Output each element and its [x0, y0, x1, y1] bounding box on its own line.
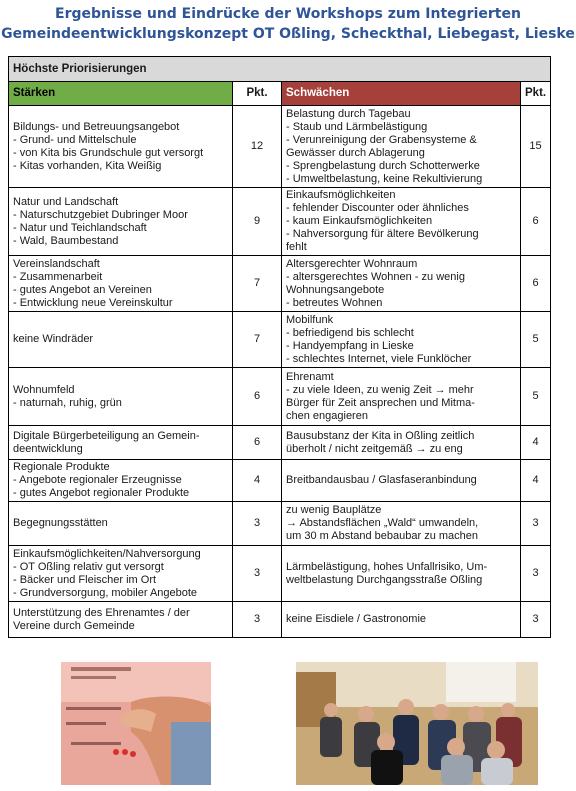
- strength-line: - Entwicklung neue Vereinskultur: [13, 296, 173, 309]
- weakness-line: - Handyempfang in Lieske: [286, 339, 414, 352]
- weakness-line: - betreutes Wohnen: [286, 296, 383, 309]
- header-points-2: Pkt.: [521, 82, 551, 106]
- weakness-line: Gewässer durch Ablagerung: [286, 146, 425, 159]
- table-row: [9, 426, 551, 460]
- strength-cell: [9, 426, 233, 460]
- weakness-line: - Nahversorgung für ältere Bevölkerung: [286, 228, 479, 240]
- strength-line: Wohnumfeld: [13, 383, 75, 396]
- weakness-line: - Staub und Lärmbelästigung: [286, 120, 428, 133]
- strength-cell: [9, 188, 233, 256]
- weakness-points: 5: [521, 312, 551, 368]
- strength-points: 12: [233, 106, 282, 188]
- strength-cell: [9, 602, 233, 638]
- weakness-line: fehlt: [286, 241, 307, 253]
- strength-line: - naturnah, ruhig, grün: [13, 396, 122, 409]
- strength-cell: [9, 460, 233, 502]
- weakness-cell: [282, 602, 521, 638]
- weakness-line: überholt / nicht zeitgemäß → zu eng: [286, 442, 463, 455]
- strength-points: 3: [233, 546, 282, 602]
- strength-points: 4: [233, 460, 282, 502]
- weakness-line: Mobilfunk: [286, 313, 334, 326]
- workshop-pinboard-photo: [61, 662, 211, 785]
- strength-line: - Angebote regionaler Erzeugnisse: [13, 474, 182, 486]
- strength-line: - Grundversorgung, mobiler Angebote: [13, 586, 198, 599]
- weakness-cell: [282, 502, 521, 546]
- strength-line: - Zusammenarbeit: [13, 270, 103, 283]
- weakness-line: - kaum Einkaufsmöglichkeiten: [286, 215, 433, 227]
- strength-cell: [9, 546, 233, 602]
- table-row: [9, 368, 551, 426]
- weakness-line: - Sprengbelastung durch Schotterwerke: [286, 159, 480, 172]
- weakness-points: 6: [521, 256, 551, 312]
- strength-line: Einkaufsmöglichkeiten/Nahversorgung: [13, 547, 201, 560]
- weakness-line: - Verunreinigung der Grabensysteme &: [286, 133, 477, 146]
- weakness-line: Einkaufsmöglichkeiten: [286, 189, 396, 201]
- strength-cell: [9, 256, 233, 312]
- weakness-points: 3: [521, 546, 551, 602]
- strength-line: Begegnungsstätten: [13, 517, 108, 529]
- table-row: [9, 312, 551, 368]
- weakness-points: 4: [521, 460, 551, 502]
- strength-line: - von Kita bis Grundschule gut versorgt: [13, 146, 204, 159]
- strength-line: Natur und Landschaft: [13, 195, 119, 208]
- strength-line: - Naturschutzgebiet Dubringer Moor: [13, 208, 188, 221]
- weakness-line: Altersgerechter Wohnraum: [286, 257, 418, 270]
- weakness-line: Wohnungsangebote: [286, 283, 385, 296]
- table-row: [9, 602, 551, 638]
- weakness-cell: [282, 188, 521, 256]
- header-points: Pkt.: [233, 82, 282, 106]
- weakness-line: weltbelastung Durchgangsstraße Oßling: [286, 573, 483, 586]
- strength-line: deentwicklung: [13, 442, 83, 455]
- strength-line: Bildungs- und Betreuungsangebot: [13, 120, 180, 133]
- weakness-line: - befriedigend bis schlecht: [286, 326, 414, 339]
- weakness-cell: [282, 546, 521, 602]
- strength-line: keine Windräder: [13, 333, 94, 345]
- weakness-points: 6: [521, 188, 551, 256]
- header-strengths: Stärken: [9, 82, 233, 106]
- weakness-line: - altersgerechtes Wohnen - zu wenig: [286, 270, 465, 283]
- title-line-1: Ergebnisse und Eindrücke der Workshops zum Integrierten: [55, 6, 521, 22]
- section-title: Höchste Priorisierungen: [9, 57, 551, 82]
- header-weaknesses: Schwächen: [282, 82, 521, 106]
- strength-points: 6: [233, 426, 282, 460]
- section-header-row: [9, 57, 551, 82]
- strength-line: - Kitas vorhanden, Kita Weißig: [13, 159, 162, 172]
- strength-line: Unterstützung des Ehrenamtes / der: [13, 606, 190, 619]
- weakness-line: Lärmbelästigung, hohes Unfallrisiko, Um-: [286, 560, 488, 573]
- title-line-2: Gemeindeentwicklungskonzept OT Oßling, Scheckthal, Liebegast, Lieske: [1, 26, 575, 42]
- strength-line: - Grund- und Mittelschule: [13, 133, 137, 146]
- table-row: [9, 460, 551, 502]
- weakness-line: zu wenig Bauplätze: [286, 504, 382, 516]
- weakness-line: - schlechtes Internet, viele Funklöcher: [286, 352, 472, 365]
- strength-points: 7: [233, 256, 282, 312]
- weakness-cell: [282, 256, 521, 312]
- strength-points: 3: [233, 502, 282, 546]
- strength-line: - Bäcker und Fleischer im Ort: [13, 573, 157, 586]
- weakness-line: Bausubstanz der Kita in Oßling zeitlich: [286, 429, 475, 442]
- table-row: [9, 546, 551, 602]
- strength-line: - Wald, Baumbestand: [13, 234, 119, 247]
- strength-line: - gutes Angebot an Vereinen: [13, 283, 152, 296]
- weakness-line: Ehrenamt: [286, 370, 334, 383]
- strength-points: 7: [233, 312, 282, 368]
- weakness-cell: [282, 460, 521, 502]
- weakness-line: Breitbandausbau / Glasfaseranbindung: [286, 474, 477, 486]
- weakness-points: 5: [521, 368, 551, 426]
- table-row: [9, 106, 551, 188]
- strength-line: Digitale Bürgerbeteiligung an Gemein-: [13, 429, 200, 442]
- weakness-line: Bürger für Zeit ansprechen und Mitma-: [286, 396, 475, 409]
- table-row: [9, 256, 551, 312]
- weakness-line: Belastung durch Tagebau: [286, 107, 411, 120]
- weakness-line: → Abstandsflächen „Wald“ umwandeln,: [286, 517, 479, 529]
- strength-line: - OT Oßling relativ gut versorgt: [13, 560, 164, 573]
- page-title: [0, 4, 576, 44]
- strength-points: 9: [233, 188, 282, 256]
- strength-points: 3: [233, 602, 282, 638]
- strength-points: 6: [233, 368, 282, 426]
- strength-line: Vereinslandschaft: [13, 257, 100, 270]
- weakness-cell: [282, 368, 521, 426]
- strength-line: - Natur und Teichlandschaft: [13, 221, 147, 234]
- column-header-row: [9, 82, 551, 106]
- strength-line: - gutes Angebot regionaler Produkte: [13, 487, 190, 499]
- strength-cell: [9, 368, 233, 426]
- table-row: [9, 188, 551, 256]
- weakness-line: chen engagieren: [286, 409, 368, 422]
- weakness-line: - fehlender Discounter oder ähnliches: [286, 202, 469, 214]
- strength-line: Vereine durch Gemeinde: [13, 619, 135, 632]
- weakness-points: 3: [521, 602, 551, 638]
- strength-cell: [9, 312, 233, 368]
- strength-cell: [9, 106, 233, 188]
- weakness-cell: [282, 312, 521, 368]
- weakness-line: um 30 m Abstand bebaubar zu machen: [286, 530, 479, 542]
- weakness-cell: [282, 426, 521, 460]
- weakness-points: 3: [521, 502, 551, 546]
- workshop-audience-photo: [296, 662, 538, 785]
- strength-cell: [9, 502, 233, 546]
- strength-line: Regionale Produkte: [13, 461, 110, 473]
- weakness-points: 4: [521, 426, 551, 460]
- weakness-points: 15: [521, 106, 551, 188]
- weakness-line: - Umweltbelastung, keine Rekultivierung: [286, 172, 483, 185]
- weakness-line: keine Eisdiele / Gastronomie: [286, 613, 427, 625]
- weakness-cell: [282, 106, 521, 188]
- priorities-table: [8, 56, 551, 638]
- weakness-line: - zu viele Ideen, zu wenig Zeit → mehr: [286, 383, 474, 396]
- table-row: [9, 502, 551, 546]
